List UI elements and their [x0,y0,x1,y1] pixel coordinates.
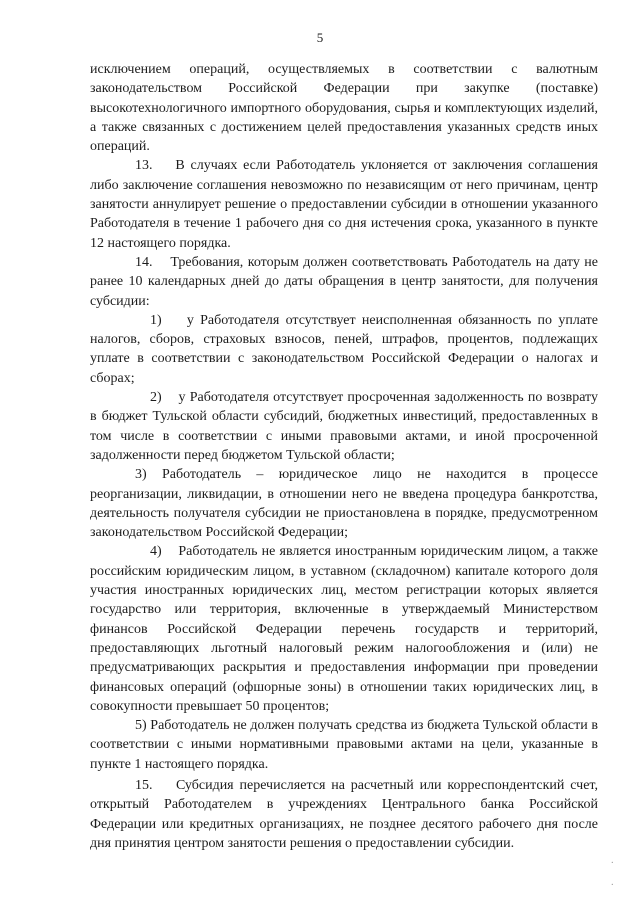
paragraph-13: 13. В случаях если Работодатель уклоняется от заключения соглашения либо заключение соглашения невозможно по независящим от него причинам, центр занятости аннулирует решение о предоставлении субсидии в отношении указанного Работодателя в течение 1 рабочего дня со дня истечения срока, указанного в пункте 12 настоящего порядка. [90,158,598,251]
page-number: 5 [316,30,324,45]
paragraph-15: 15. Субсидия перечисляется на расчетный или корреспондентский счет, открытый Работодателем в учреждениях Центрального банка Российской Федерации или кредитных организациях, не позднее десятого рабочего дня после дня принятия центром занятости решения о предоставлении субсидии. [90,777,598,851]
requirement-4: 4) Работодатель не является иностранным юридическим лицом, а также российским юридическим лицом, в уставном (складочном) капитале которого доля участия иностранных юридических лиц, местом регистрации которых является государство или территория, включенные в утверждаемый Министерством финансов Российской Федерации перечень государств и территорий, предоставляющих льготный налоговый режим налогообложения и (или) не предусматривающих раскрытия и предоставления информации при проведении финансовых операций (офшорные зоны) в отношении таких юридических лиц, в совокупности превышает 50 процентов; [90,544,598,714]
paragraph-continuation: исключением операций, осуществляемых в соответствии с валютным законодательством Российской Федерации при закупке (поставке) высокотехнологичного импортного оборудования, сырья и комплектующих изделий, а также связанных с достижением целей предоставления указанных средств иных операций. [90,62,598,155]
requirement-3: 3) Работодатель – юридическое лицо не находится в процессе реорганизации, ликвидации, в отношении него не введена процедура банкротства, деятельность получателя субсидии не приостановлена в порядке, предусмотренном законодательством Российской Федерации; [90,467,598,541]
document-body [90,60,598,853]
scan-speck: · [610,880,614,891]
scan-speck: · [610,858,614,869]
paragraph-14: 14. Требования, которым должен соответствовать Работодатель на дату не ранее 10 календарных дней до даты обращения в центр занятости, для получения субсидии: [90,254,598,309]
requirement-5: 5) Работодатель не должен получать средства из бюджета Тульской области в соответствии с иными нормативными правовыми актами на цели, указанные в пункте 1 настоящего порядка. [90,718,598,772]
requirement-1: 1) у Работодателя отсутствует неисполненная обязанность по уплате налогов, сборов, страховых взносов, пеней, штрафов, процентов, подлежащих уплате в соответствии с законодательством Российской Федерации о налогах и сборах; [90,312,598,386]
requirement-2: 2) у Работодателя отсутствует просроченная задолженность по возврату в бюджет Тульской области субсидий, бюджетных инвестиций, предоставленных в том числе в соответствии с иными правовыми актами, и иной просроченной задолженности перед бюджетом Тульской области; [90,390,598,463]
